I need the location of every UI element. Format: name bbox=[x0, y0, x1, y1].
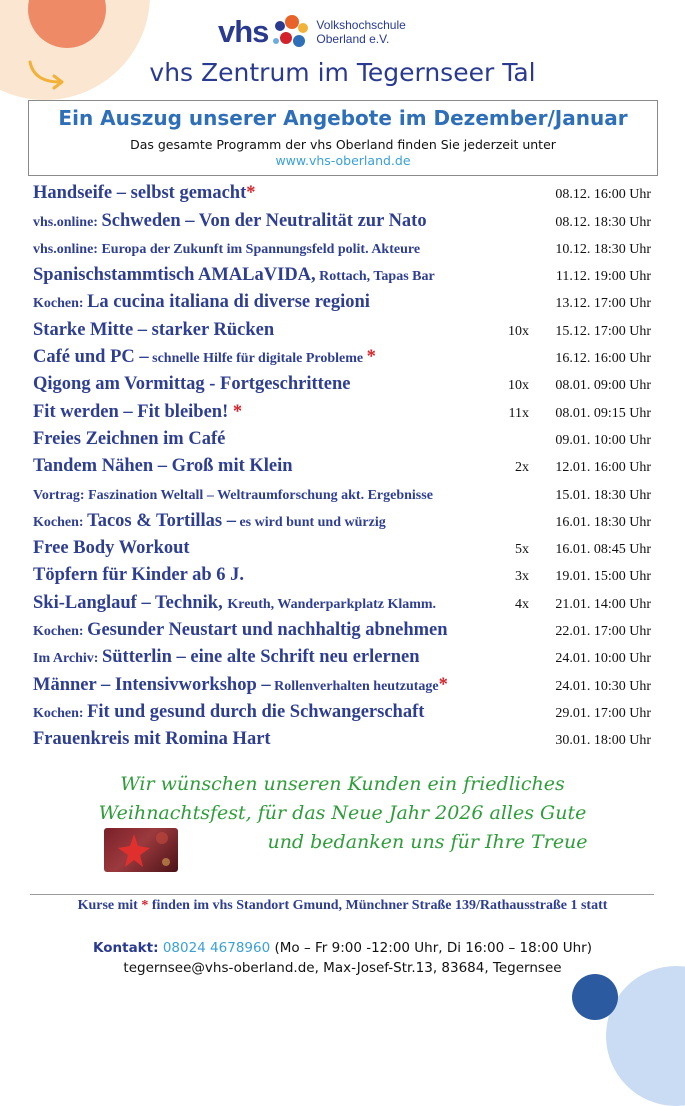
course-title bbox=[33, 484, 433, 505]
offer-heading: Ein Auszug unserer Angebote im Dezember/Januar bbox=[58, 106, 628, 130]
course-name: Tandem Nähen – Groß mit Klein bbox=[33, 456, 293, 477]
course-date: 29.01. 17:00 Uhr bbox=[555, 705, 651, 721]
course-prefix: Im Archiv: bbox=[33, 651, 102, 667]
course-name: Frauenkreis mit Romina Hart bbox=[33, 729, 271, 750]
course-count: 3x bbox=[515, 569, 529, 585]
christmas-star-image bbox=[104, 828, 178, 872]
course-prefix: Kochen: bbox=[33, 514, 88, 530]
course-date: 30.01. 18:00 Uhr bbox=[555, 733, 651, 749]
course-date: 08.12. 16:00 Uhr bbox=[555, 187, 651, 203]
course-name: Freies Zeichnen im Café bbox=[33, 428, 226, 449]
course-date: 16.01. 18:30 Uhr bbox=[555, 514, 651, 530]
course-star: * bbox=[366, 347, 376, 368]
course-title bbox=[33, 265, 435, 286]
course-row bbox=[33, 617, 655, 644]
course-count: 5x bbox=[515, 542, 529, 558]
greeting-line-1: Wir wünschen unseren Kunden ein friedliches bbox=[120, 773, 565, 795]
contact-line-2: tegernsee@vhs-oberland.de, Max-Josef-Str.13, 83684, Tegernsee bbox=[123, 960, 562, 976]
course-row bbox=[33, 207, 655, 234]
course-date: 08.12. 18:30 Uhr bbox=[555, 214, 651, 230]
course-date: 22.01. 17:00 Uhr bbox=[555, 624, 651, 640]
course-title bbox=[33, 593, 436, 614]
course-row bbox=[33, 699, 655, 726]
course-suffix: Weltraumforschung akt. Ergebnisse bbox=[213, 487, 433, 503]
course-name: Spanischstammtisch AMALaVIDA, bbox=[33, 265, 316, 286]
course-date: 15.12. 17:00 Uhr bbox=[555, 323, 651, 339]
course-title bbox=[33, 565, 244, 586]
footnote-star: * bbox=[141, 898, 149, 913]
course-name: La cucina italiana di diverse regioni bbox=[87, 292, 370, 313]
course-row bbox=[33, 398, 655, 425]
course-date: 24.01. 10:30 Uhr bbox=[555, 678, 651, 694]
course-row bbox=[33, 262, 655, 289]
course-title bbox=[33, 511, 386, 532]
course-title bbox=[33, 238, 420, 259]
course-date: 12.01. 16:00 Uhr bbox=[555, 460, 651, 476]
course-row bbox=[33, 235, 655, 262]
course-row bbox=[33, 180, 655, 207]
divider bbox=[30, 894, 654, 895]
course-suffix: es wird bunt und würzig bbox=[235, 514, 386, 530]
course-title bbox=[33, 320, 274, 341]
course-row bbox=[33, 453, 655, 480]
course-date: 16.01. 08:45 Uhr bbox=[555, 542, 651, 558]
greeting-line-2: Weihnachtsfest, für das Neue Jahr 2026 alles Gute bbox=[98, 802, 587, 824]
course-name: Schweden – Von der Neutralität zur Nato bbox=[101, 210, 427, 231]
course-count: 2x bbox=[515, 460, 529, 476]
decorative-circle-lightblue bbox=[606, 966, 685, 1106]
course-title bbox=[33, 402, 242, 423]
course-title bbox=[33, 429, 225, 450]
course-date: 08.01. 09:15 Uhr bbox=[555, 405, 651, 421]
course-date: 24.01. 10:00 Uhr bbox=[555, 651, 651, 667]
course-title bbox=[33, 456, 293, 477]
course-star: * bbox=[438, 674, 448, 695]
course-name: Fit und gesund durch die Schwangerschaft bbox=[87, 701, 425, 722]
course-title bbox=[33, 292, 370, 313]
offer-box bbox=[28, 100, 658, 176]
course-prefix: Kochen: bbox=[33, 624, 88, 640]
course-star: * bbox=[246, 183, 256, 204]
course-row bbox=[33, 535, 655, 562]
course-row bbox=[33, 426, 655, 453]
course-date: 09.01. 10:00 Uhr bbox=[555, 432, 651, 448]
logo-dots-icon bbox=[270, 14, 312, 50]
course-suffix: Rollenverhalten heutzutage bbox=[270, 678, 439, 694]
offer-subtitle: Das gesamte Programm der vhs Oberland finden Sie jederzeit unter bbox=[130, 137, 556, 152]
course-date: 08.01. 09:00 Uhr bbox=[555, 378, 651, 394]
course-name: Free Body Workout bbox=[33, 538, 190, 559]
location-footnote bbox=[0, 898, 685, 914]
footnote-post: finden im vhs Standort Gmund, Münchner Straße 139/Rathausstraße 1 statt bbox=[148, 898, 608, 913]
course-suffix: Rottach, Tapas Bar bbox=[315, 269, 435, 285]
course-row bbox=[33, 726, 655, 753]
vhs-logo bbox=[218, 14, 406, 50]
logo-line-2: Oberland e.V. bbox=[316, 32, 390, 46]
course-name: Sütterlin – eine alte Schrift neu erlernen bbox=[101, 647, 420, 668]
course-date: 13.12. 17:00 Uhr bbox=[555, 296, 651, 312]
course-title bbox=[33, 347, 376, 368]
course-title bbox=[33, 211, 427, 232]
course-title bbox=[33, 374, 351, 395]
course-suffix: Kreuth, Wanderparkplatz Klamm. bbox=[227, 596, 437, 612]
course-count: 4x bbox=[515, 596, 529, 612]
contact-info bbox=[0, 938, 685, 978]
course-count: 10x bbox=[508, 323, 529, 339]
course-name: Männer – Intensivworkshop – bbox=[33, 674, 271, 695]
course-prefix: Kochen: bbox=[33, 705, 88, 721]
course-count: 11x bbox=[508, 405, 529, 421]
course-suffix: schnelle Hilfe für digitale Probleme bbox=[148, 351, 367, 367]
logo-line-1: Volkshochschule bbox=[316, 18, 406, 32]
course-name: Starke Mitte – starker Rücken bbox=[33, 319, 275, 340]
course-name: Gesunder Neustart und nachhaltig abnehmen bbox=[87, 620, 448, 641]
course-name: Qigong am Vormittag - Fortgeschrittene bbox=[33, 374, 351, 395]
course-list bbox=[33, 180, 655, 753]
course-title bbox=[33, 183, 256, 204]
course-date: 10.12. 18:30 Uhr bbox=[555, 241, 651, 257]
course-prefix: vhs.online: bbox=[33, 214, 102, 230]
phone-link[interactable]: 08024 4678960 bbox=[162, 940, 271, 956]
course-prefix: vhs.online: Europa der Zukunft im Spannungsfeld polit. Akteure bbox=[33, 241, 421, 257]
course-row bbox=[33, 316, 655, 343]
footnote-pre: Kurse mit bbox=[77, 898, 142, 913]
course-title bbox=[33, 729, 271, 750]
course-title bbox=[33, 538, 190, 559]
course-row bbox=[33, 344, 655, 371]
contact-line-1 bbox=[0, 938, 685, 958]
course-date: 16.12. 16:00 Uhr bbox=[555, 351, 651, 367]
logo-text bbox=[316, 18, 405, 46]
course-title bbox=[33, 647, 420, 668]
course-name: Fit werden – Fit bleiben! bbox=[33, 401, 233, 422]
course-row bbox=[33, 671, 655, 698]
website-link[interactable]: www.vhs-oberland.de bbox=[275, 153, 411, 168]
course-title bbox=[33, 702, 424, 723]
course-name: Tacos & Tortillas – bbox=[87, 510, 236, 531]
course-row bbox=[33, 371, 655, 398]
course-star: * bbox=[232, 401, 243, 422]
course-title bbox=[33, 675, 448, 696]
star-icon bbox=[104, 828, 178, 872]
office-hours: (Mo – Fr 9:00 -12:00 Uhr, Di 16:00 – 18:00 Uhr) bbox=[270, 940, 592, 956]
course-prefix: Vortrag: Faszination Weltall – bbox=[33, 487, 214, 503]
contact-label: Kontakt: bbox=[93, 940, 159, 956]
course-title bbox=[33, 620, 448, 641]
holiday-greeting bbox=[0, 770, 685, 857]
course-name: Handseife – selbst gemacht bbox=[33, 183, 247, 204]
course-date: 11.12. 19:00 Uhr bbox=[555, 269, 651, 285]
course-row bbox=[33, 289, 655, 316]
course-row bbox=[33, 480, 655, 507]
course-row bbox=[33, 589, 655, 616]
course-row bbox=[33, 508, 655, 535]
greeting-line-3: und bedanken uns für Ihre Treue bbox=[267, 831, 588, 853]
course-date: 21.01. 14:00 Uhr bbox=[555, 596, 651, 612]
logo-brand: vhs bbox=[218, 14, 269, 49]
course-count: 10x bbox=[508, 378, 529, 394]
page-title: vhs Zentrum im Tegernseer Tal bbox=[149, 58, 536, 87]
course-name: Töpfern für Kinder ab 6 J. bbox=[33, 565, 245, 586]
course-prefix: Kochen: bbox=[33, 296, 88, 312]
course-row bbox=[33, 562, 655, 589]
decorative-circle-navy bbox=[572, 974, 618, 1020]
course-date: 15.01. 18:30 Uhr bbox=[555, 487, 651, 503]
course-name: Café und PC – bbox=[33, 347, 149, 368]
course-name: Ski-Langlauf – Technik, bbox=[33, 592, 228, 613]
course-row bbox=[33, 644, 655, 671]
course-date: 19.01. 15:00 Uhr bbox=[555, 569, 651, 585]
